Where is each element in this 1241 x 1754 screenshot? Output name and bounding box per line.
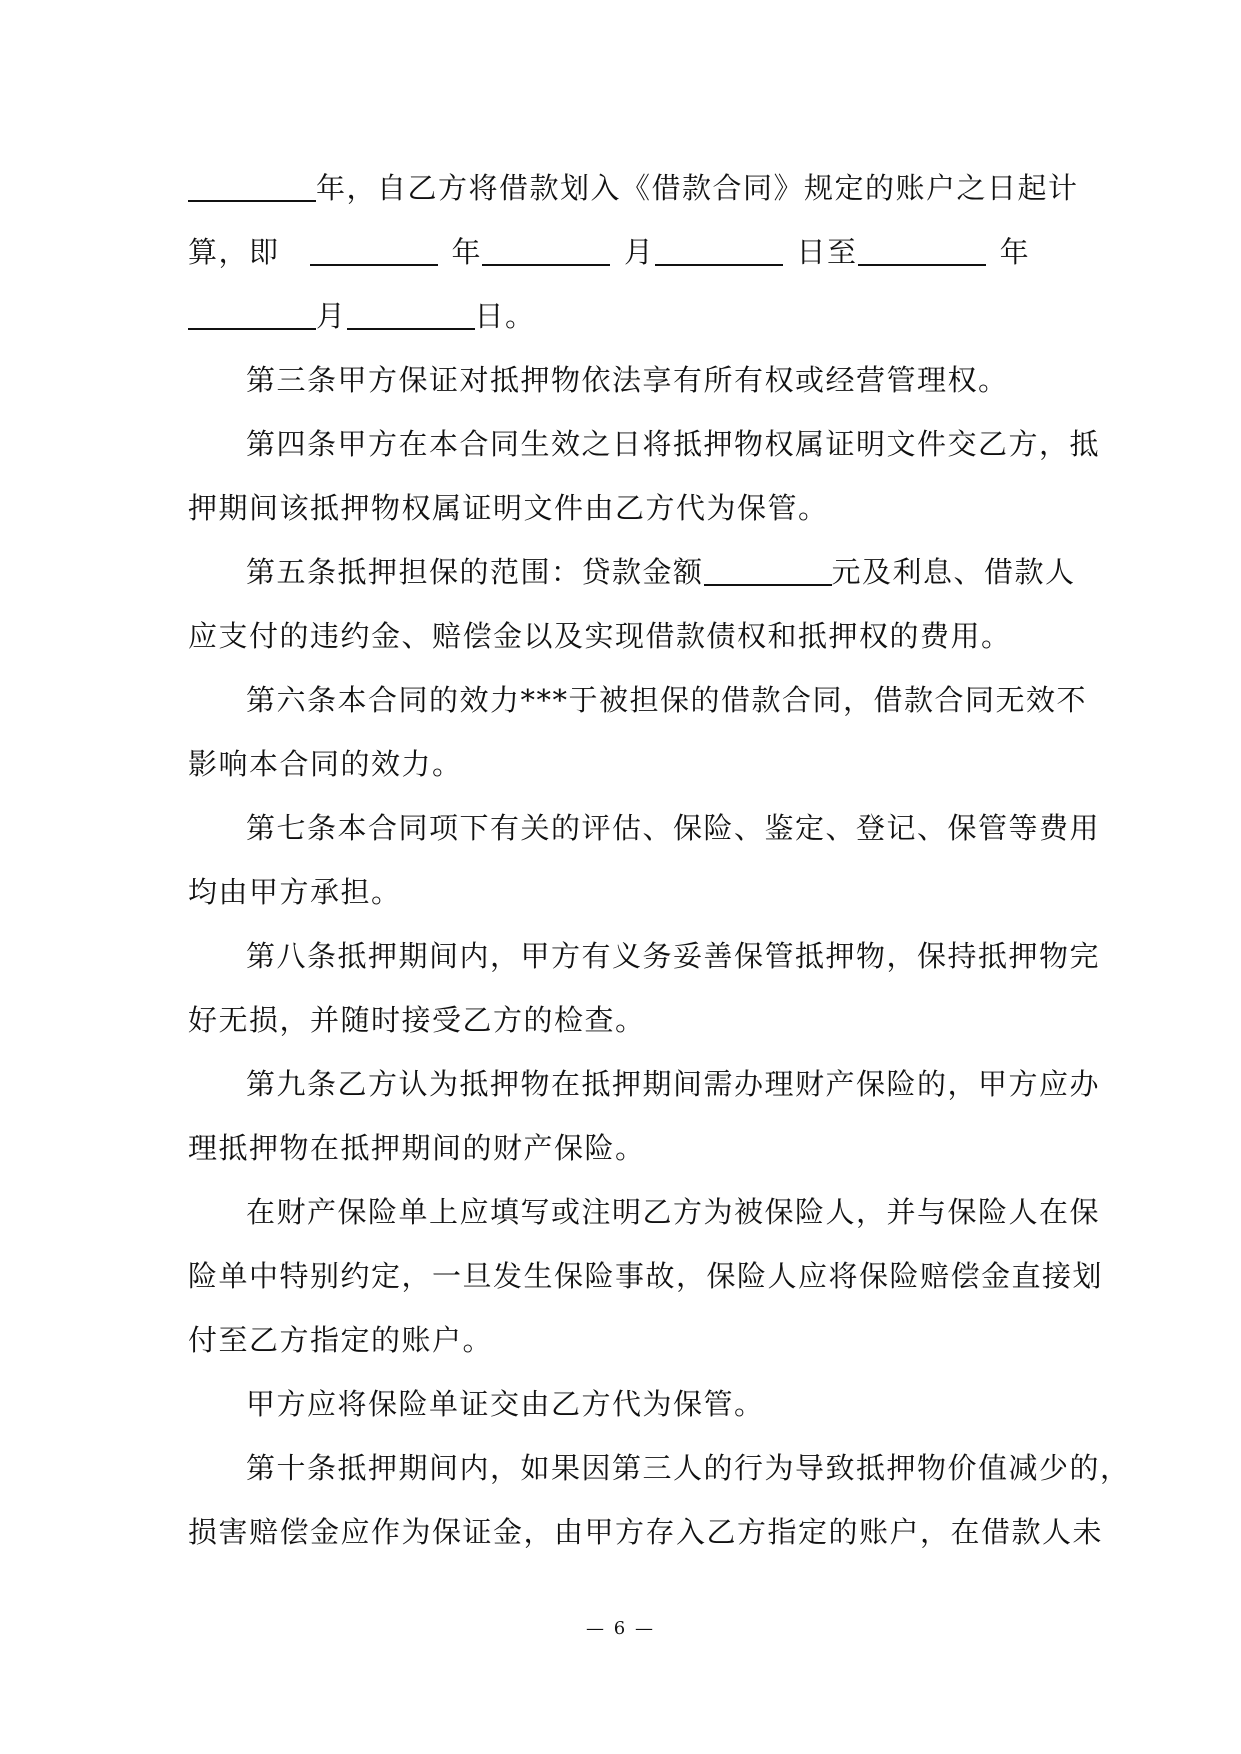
- text: 押期间该抵押物权属证明文件由乙方代为保管。: [188, 491, 829, 525]
- text: 影响本合同的效力。: [188, 747, 463, 781]
- text: 付至乙方指定的账户。: [188, 1323, 494, 1357]
- text: 元及利息、借款人: [831, 555, 1076, 589]
- text: 甲方应将保险单证交由乙方代为保管。: [246, 1387, 765, 1421]
- page-number: — 6 —: [586, 1618, 655, 1639]
- line-1: [188, 156, 1079, 220]
- text: 月: [624, 235, 655, 269]
- blank-field: [188, 302, 316, 330]
- text: 应支付的违约金、赔偿金以及实现借款债权和抵押权的费用。: [188, 619, 1012, 653]
- insurance-paragraph: [188, 1180, 1104, 1372]
- article-10: [188, 1436, 1131, 1564]
- text: 第六条本合同的效力***于被担保的借款合同，借款合同无效不: [246, 683, 1088, 717]
- article-5: [188, 540, 1076, 668]
- text: 险单中特别约定，一旦发生保险事故，保险人应将保险赔偿金直接划: [188, 1259, 1104, 1293]
- text: 第四条甲方在本合同生效之日将抵押物权属证明文件交乙方，抵: [246, 427, 1101, 461]
- text: 第十条抵押期间内，如果因第三人的行为导致抵押物价值减少的，: [246, 1451, 1131, 1485]
- text: 第三条甲方保证对抵押物依法享有所有权或经营管理权。: [246, 363, 1009, 397]
- text: 第七条本合同项下有关的评估、保险、鉴定、登记、保管等费用: [246, 811, 1101, 845]
- line: [188, 540, 1076, 604]
- article-7: [188, 796, 1101, 924]
- text: 第五条抵押担保的范围：贷款金额: [246, 555, 704, 589]
- text: 年: [451, 235, 483, 269]
- text: 日。: [474, 299, 536, 333]
- blank-field: [655, 238, 783, 266]
- article-9: [188, 1052, 1101, 1180]
- text: 年: [999, 235, 1031, 269]
- blank-field: [858, 238, 986, 266]
- insurance-custody-paragraph: [188, 1372, 1068, 1436]
- article-4: [188, 412, 1101, 540]
- text: 第九条乙方认为抵押物在抵押期间需办理财产保险的，甲方应办: [246, 1067, 1101, 1101]
- article-8: [188, 924, 1101, 1052]
- blank-field: [188, 174, 316, 202]
- text: 理抵押物在抵押期间的财产保险。: [188, 1131, 646, 1165]
- text: 在财产保险单上应填写或注明乙方为被保险人，并与保险人在保: [246, 1195, 1101, 1229]
- article-3: [188, 348, 1068, 412]
- text: 月: [316, 299, 347, 333]
- blank-field: [482, 238, 610, 266]
- text: 均由甲方承担。: [188, 875, 402, 909]
- text: 年，自乙方将借款划入《借款合同》规定的账户之日起计: [316, 171, 1079, 205]
- contract-body: [188, 156, 1131, 1564]
- article-6: [188, 668, 1088, 796]
- loan-term-paragraph: [188, 156, 1079, 348]
- line-2: [188, 220, 1068, 284]
- text: 好无损，并随时接受乙方的检查。: [188, 1003, 646, 1037]
- blank-field: [347, 302, 475, 330]
- blank-field: [310, 238, 438, 266]
- text: 损害赔偿金应作为保证金，由甲方存入乙方指定的账户，在借款人未: [188, 1515, 1104, 1549]
- blank-field: [704, 558, 832, 586]
- text: 算，即: [188, 235, 280, 269]
- line-3: [188, 284, 1068, 348]
- text: 第八条抵押期间内，甲方有义务妥善保管抵押物，保持抵押物完: [246, 939, 1101, 973]
- text: 日至: [796, 235, 858, 269]
